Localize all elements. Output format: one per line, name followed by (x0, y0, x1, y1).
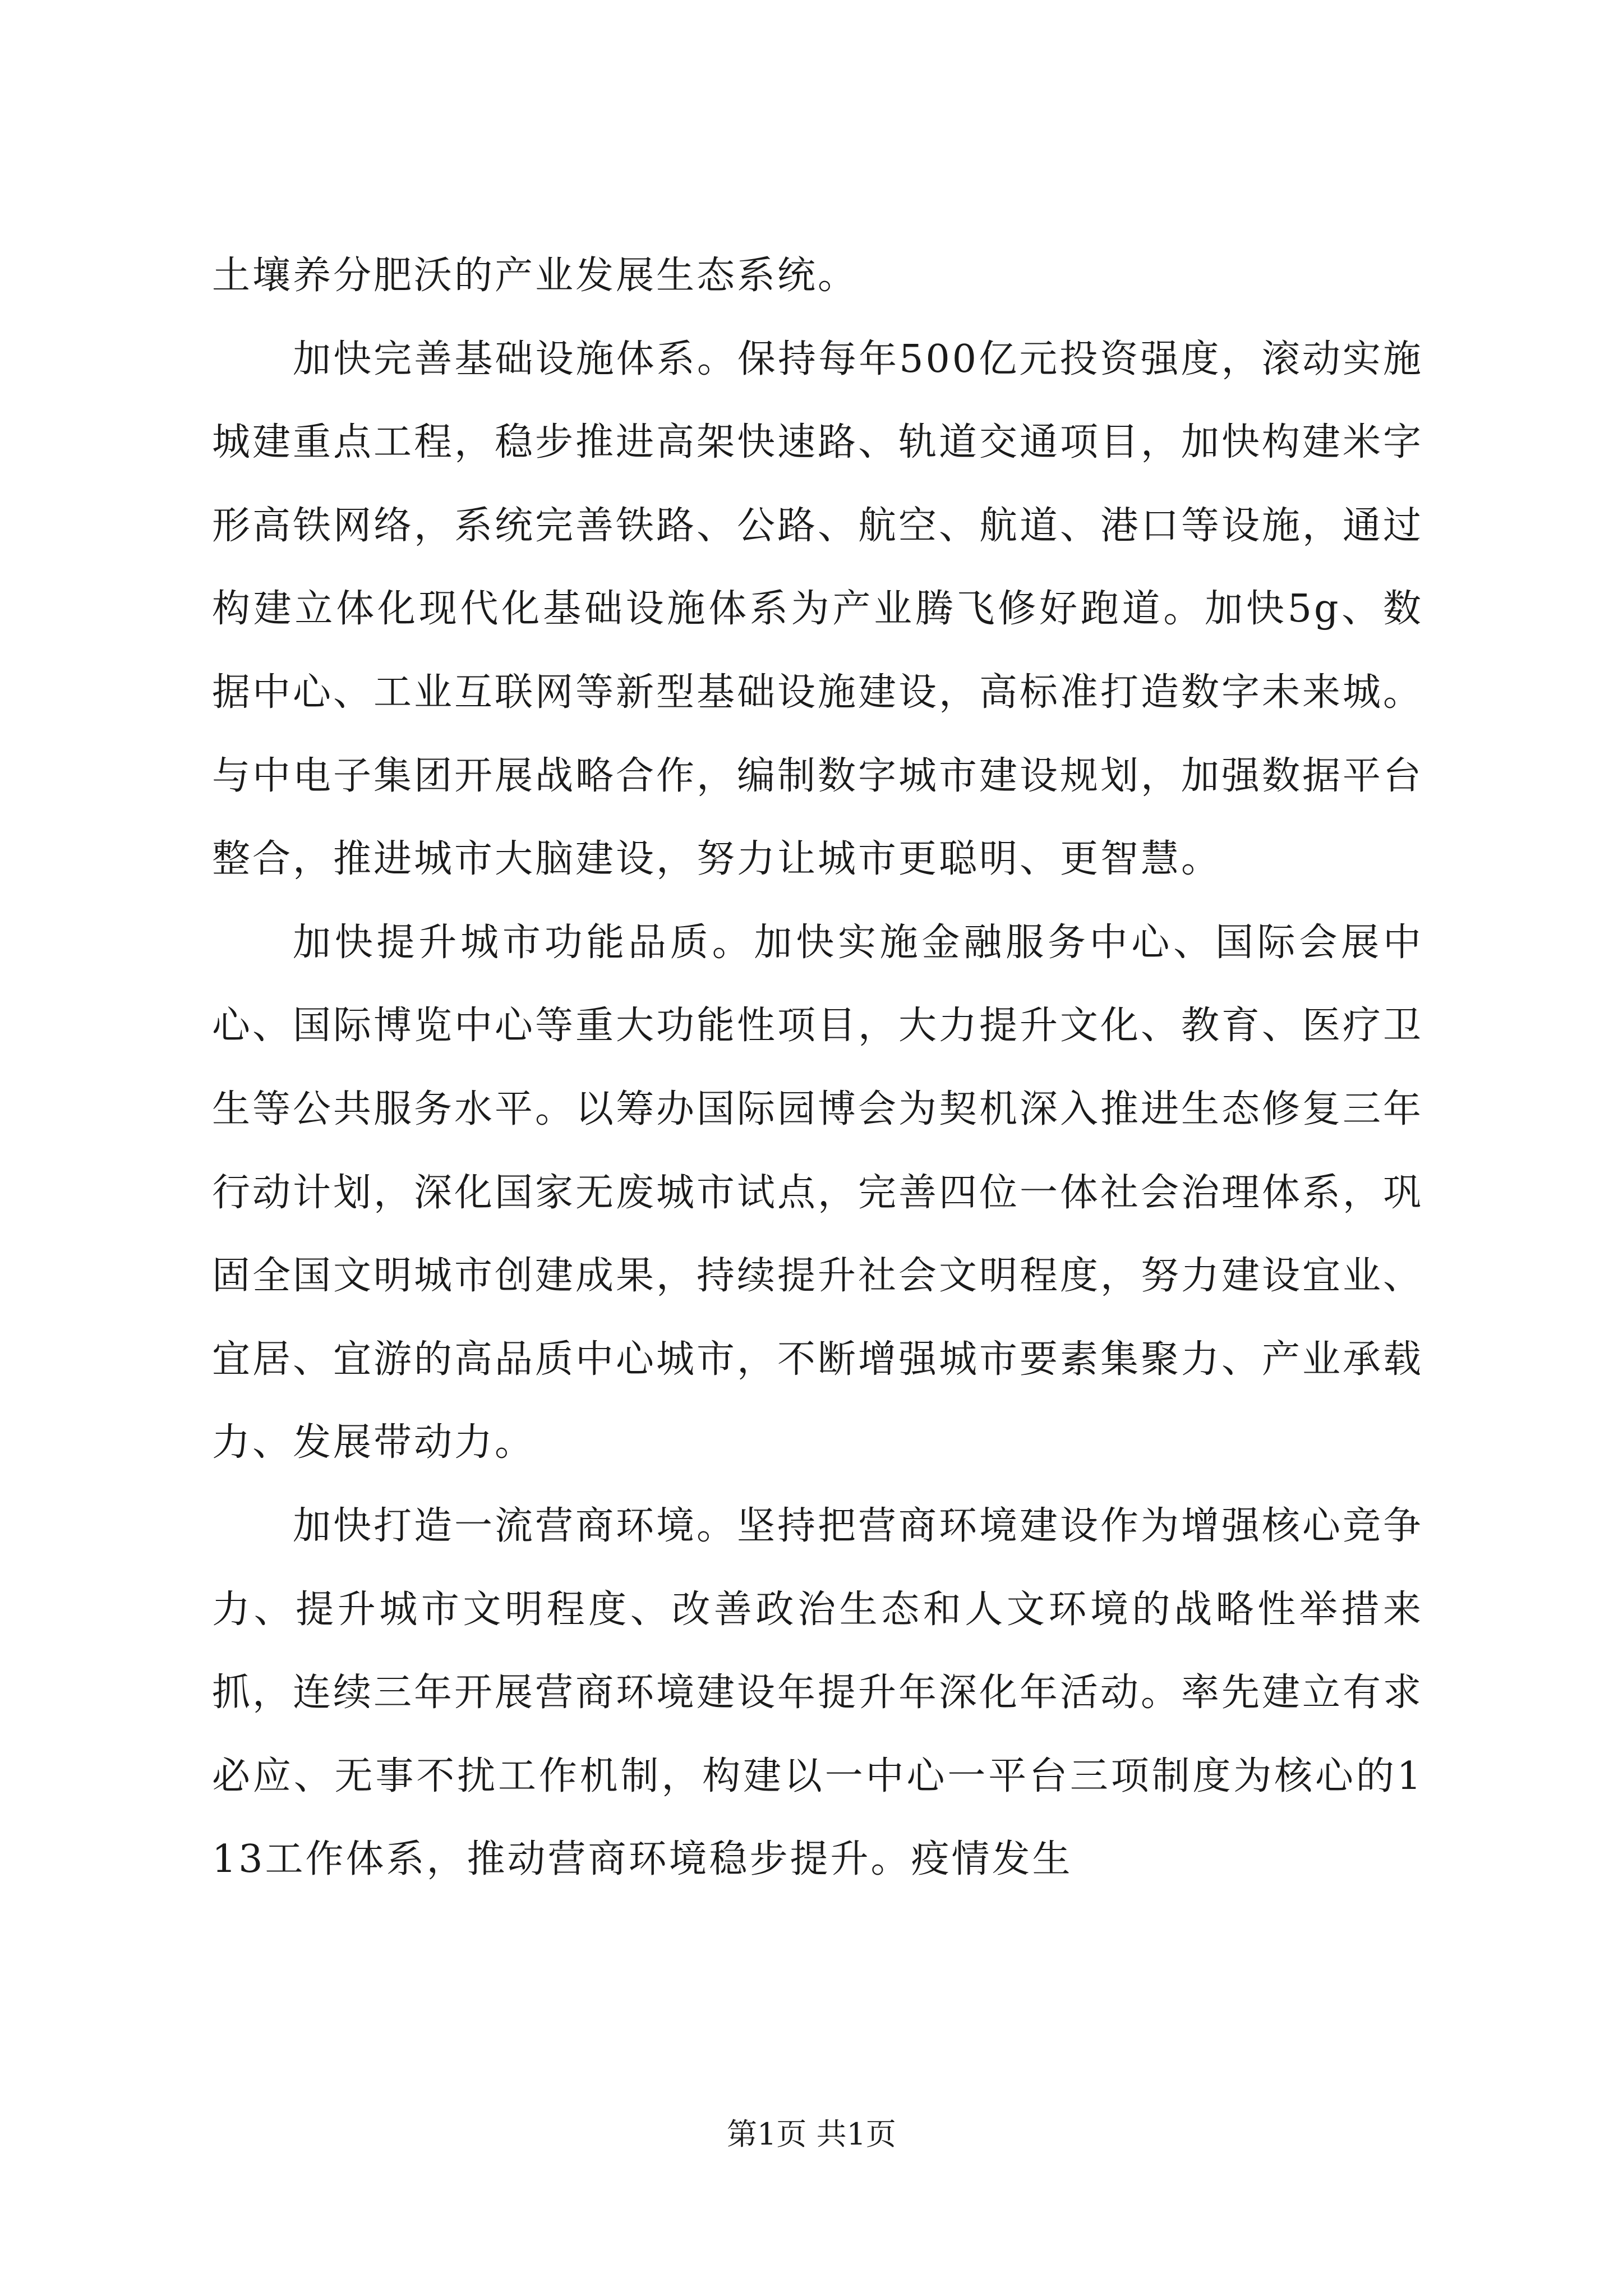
paragraph-business-environment: 加快打造一流营商环境。坚持把营商环境建设作为增强核心竞争力、提升城市文明程度、改善政治生态和人文环境的战略性举措来抓，连续三年开展营商环境建设年提升年深化年活动。率先建立有求必应、无事不扰工作机制，构建以一中心一平台三项制度为核心的113工作体系，推动营商环境稳步提升。疫情发生 (212, 1503, 1424, 1882)
document-body (212, 234, 1423, 1902)
page-footer: 第1页 共1页 (727, 2116, 896, 2152)
paragraph-city-function: 加快提升城市功能品质。加快实施金融服务中心、国际会展中心、国际博览中心等重大功能性项目，大力提升文化、教育、医疗卫生等公共服务水平。以筹办国际园博会为契机深入推进生态修复三年行动计划，深化国家无废城市试点，完善四位一体社会治理体系，巩固全国文明城市创建成果，持续提升社会文明程度，努力建设宜业、宜居、宜游的高品质中心城市，不断增强城市要素集聚力、产业承载力、发展带动力。 (212, 920, 1424, 1465)
paragraph-infrastructure: 加快完善基础设施体系。保持每年500亿元投资强度，滚动实施城建重点工程，稳步推进高架快速路、轨道交通项目，加快构建米字形高铁网络，系统完善铁路、公路、航空、航道、港口等设施，通过构建立体化现代化基础设施体系为产业腾飞修好跑道。加快5g、数据中心、工业互联网等新型基础设施建设，高标准打造数字未来城。与中电子集团开展战略合作，编制数字城市建设规划，加强数据平台整合，推进城市大脑建设，努力让城市更聪明、更智慧。 (212, 337, 1424, 882)
paragraph-continuation: 土壤养分肥沃的产业发展生态系统。 (212, 254, 859, 298)
